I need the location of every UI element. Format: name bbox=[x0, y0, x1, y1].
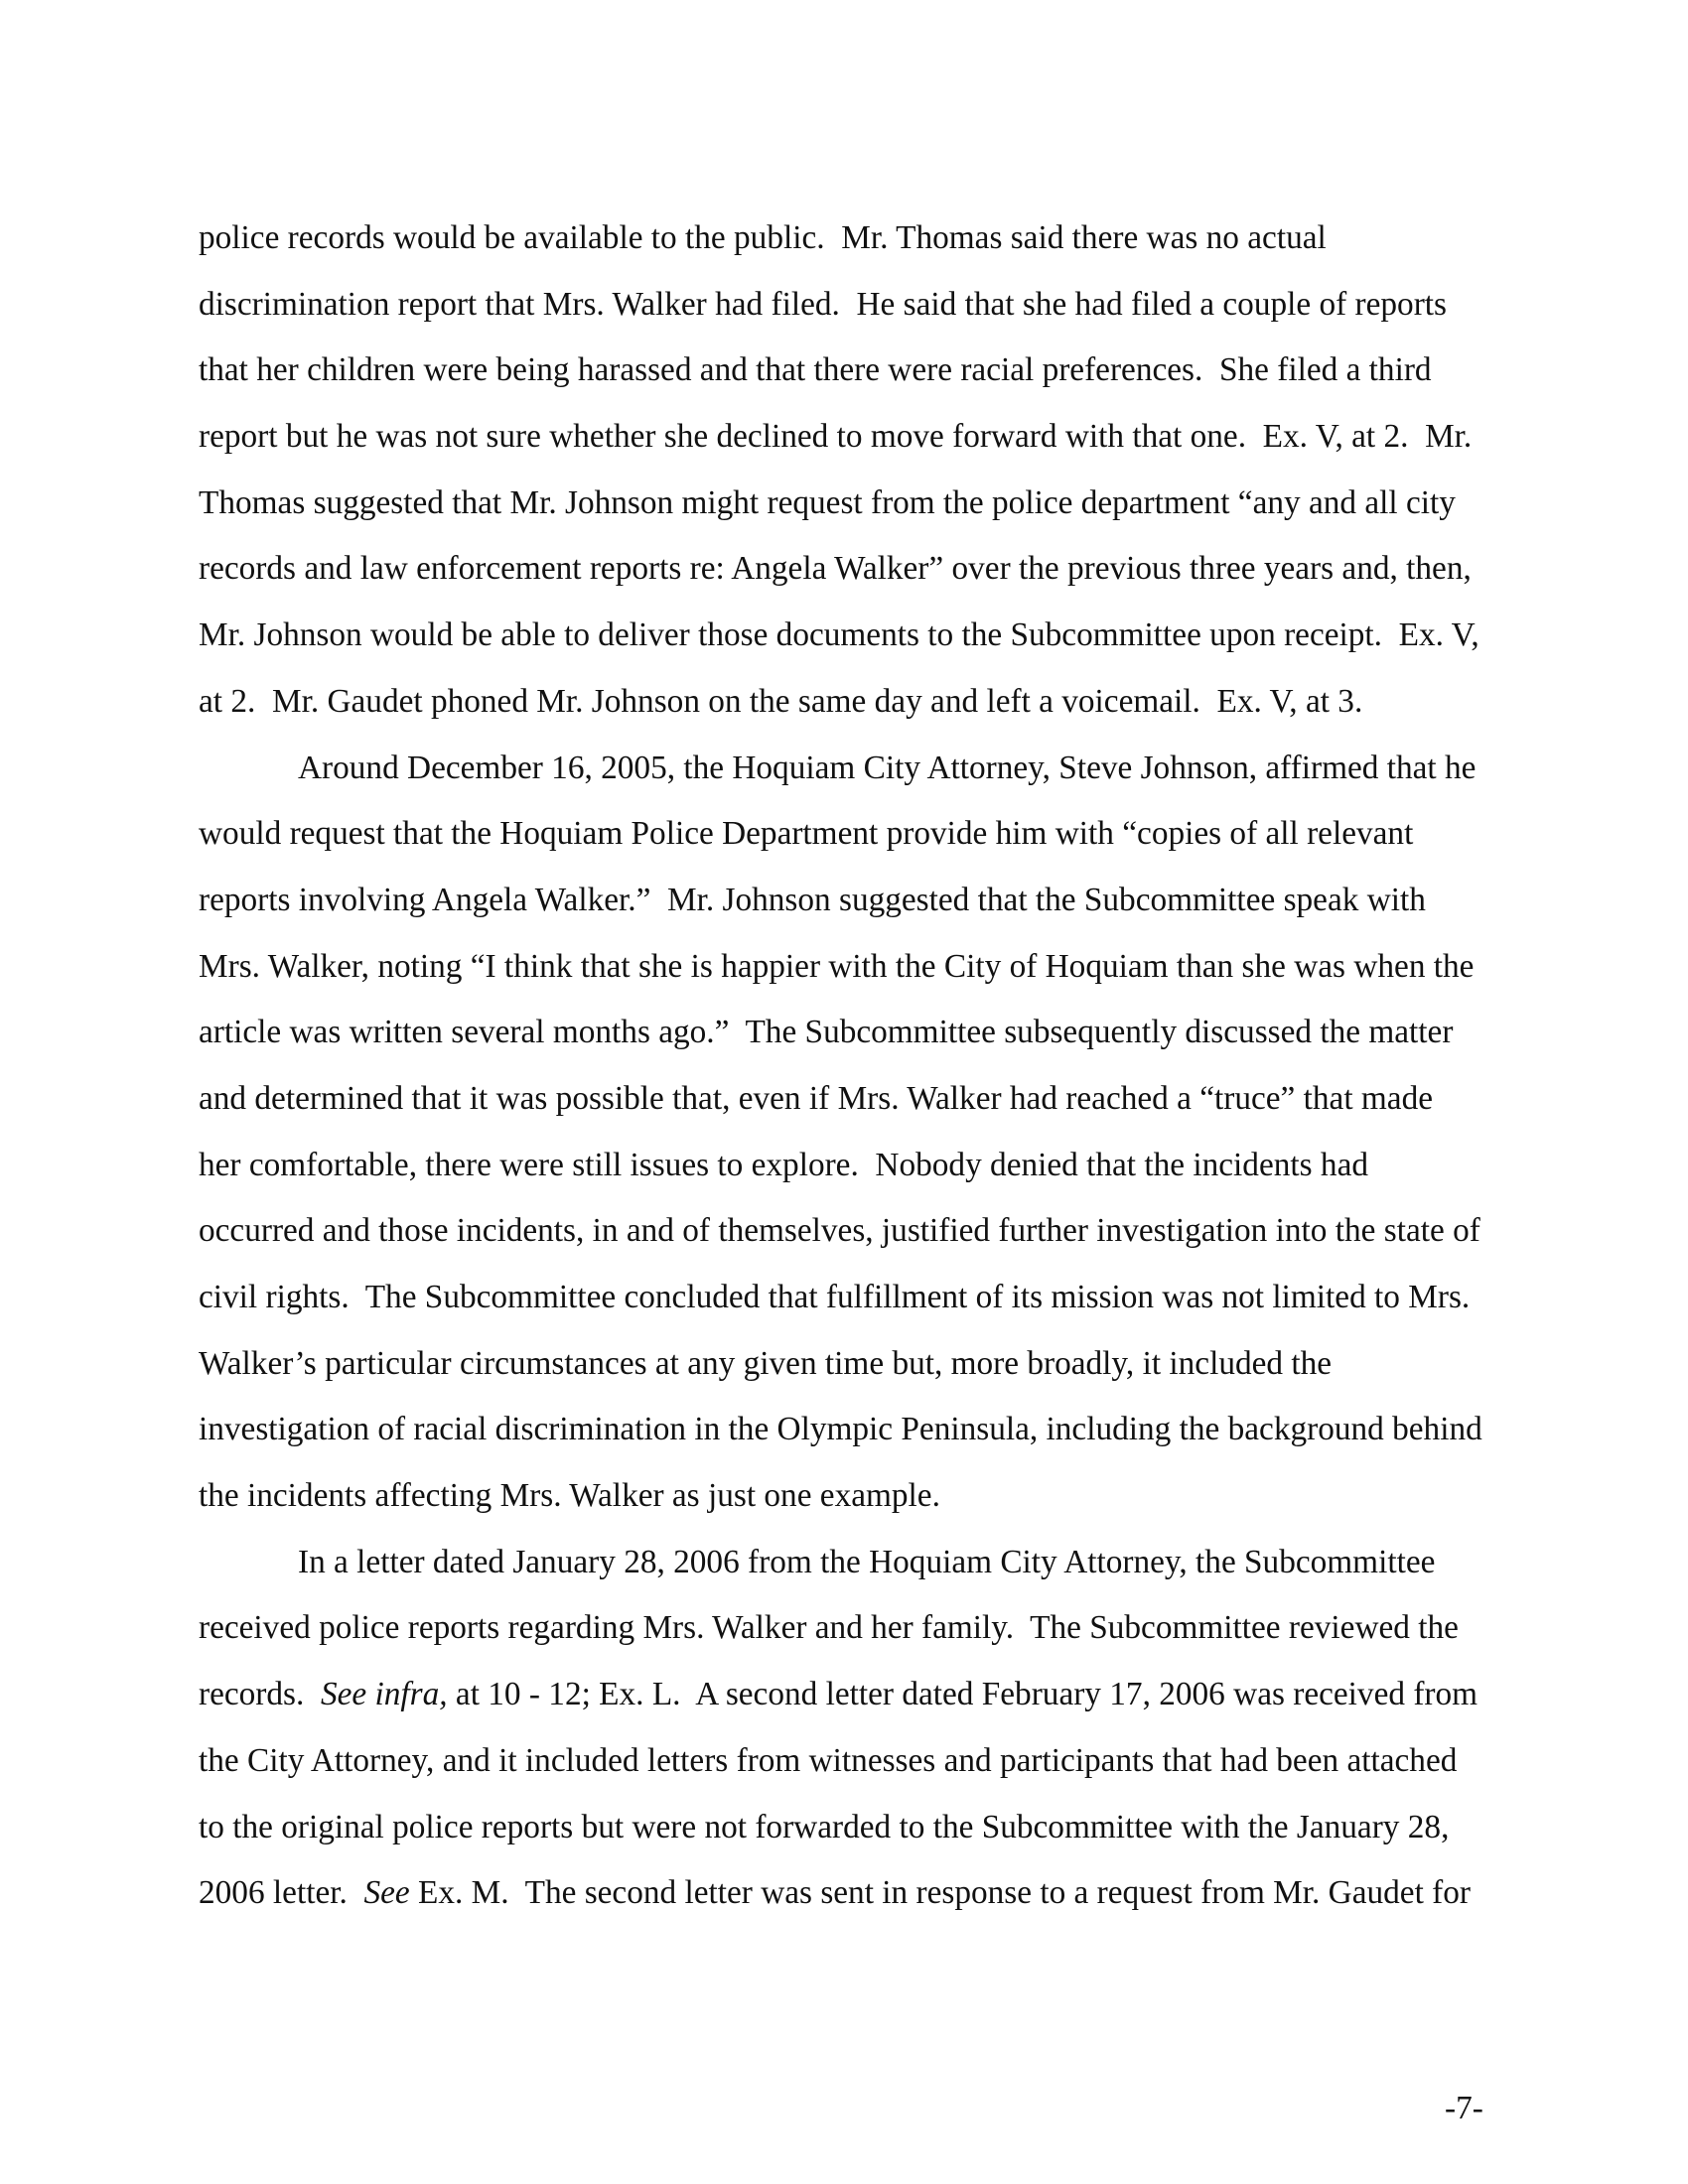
text-segment: Mr. Johnson would be able to deliver those documents to the Subcommittee upon receipt. Ex. V, bbox=[199, 616, 1479, 654]
text-segment: discrimination report that Mrs. Walker had filed. He said that she had filed a couple of reports bbox=[199, 285, 1447, 323]
text-segment: and determined that it was possible that, even if Mrs. Walker had reached a “truce” that made bbox=[199, 1079, 1434, 1117]
text-line bbox=[199, 603, 1509, 669]
text-segment: Mrs. Walker, noting “I think that she is happier with the City of Hoquiam than she was when the bbox=[199, 947, 1475, 985]
text-line bbox=[199, 1265, 1509, 1331]
text-segment: to the original police reports but were not forwarded to the Subcommittee with the January 28, bbox=[199, 1808, 1450, 1845]
text-line bbox=[199, 471, 1509, 537]
page-number: -7- bbox=[1445, 2090, 1483, 2126]
text-segment: Ex. M. The second letter was sent in response to a request from Mr. Gaudet for bbox=[409, 1874, 1471, 1912]
text-segment: at 10 - 12; Ex. L. A second letter dated February 17, 2006 was received from bbox=[447, 1676, 1478, 1713]
text-line bbox=[199, 1331, 1509, 1398]
paragraph bbox=[199, 1530, 1509, 1927]
text-segment: civil rights. The Subcommittee concluded that fulfillment of its mission was not limited to Mrs. bbox=[199, 1279, 1471, 1315]
text-segment: would request that the Hoquiam Police Department provide him with “copies of all relevant bbox=[199, 815, 1414, 853]
text-segment: Walker’s particular circumstances at any given time but, more broadly, it included the bbox=[199, 1344, 1333, 1382]
paragraph bbox=[199, 736, 1509, 1530]
text-line bbox=[199, 1860, 1509, 1927]
text-line bbox=[199, 868, 1509, 934]
text-line bbox=[199, 272, 1509, 339]
text-segment: that her children were being harassed and that there were racial preferences. She filed a third bbox=[199, 351, 1432, 389]
text-line bbox=[199, 934, 1509, 1001]
text-segment: the incidents affecting Mrs. Walker as just one example. bbox=[199, 1477, 940, 1515]
text-line bbox=[199, 801, 1509, 868]
text-segment: police records would be available to the public. Mr. Thomas said there was no actual bbox=[199, 219, 1327, 256]
text-line bbox=[199, 669, 1509, 736]
text-line bbox=[199, 1595, 1509, 1662]
text-line bbox=[199, 1530, 1509, 1596]
text-line bbox=[199, 736, 1509, 802]
text-line bbox=[199, 338, 1509, 404]
text-line bbox=[199, 1662, 1509, 1728]
text-line bbox=[199, 404, 1509, 471]
italic-citation-signal: See infra, bbox=[320, 1676, 448, 1713]
text-segment: records. bbox=[199, 1676, 321, 1713]
text-line bbox=[199, 1397, 1509, 1463]
text-segment: reports involving Angela Walker.” Mr. Johnson suggested that the Subcommittee speak with bbox=[199, 881, 1426, 918]
text-segment: her comfortable, there were still issues to explore. Nobody denied that the incidents had bbox=[199, 1146, 1368, 1183]
text-line bbox=[199, 205, 1509, 272]
text-line bbox=[199, 1000, 1509, 1066]
text-segment: Around December 16, 2005, the Hoquiam City Attorney, Steve Johnson, affirmed that he bbox=[298, 749, 1477, 786]
text-line bbox=[199, 1198, 1509, 1265]
text-line bbox=[199, 1066, 1509, 1133]
text-segment: received police reports regarding Mrs. Walker and her family. The Subcommittee reviewed the bbox=[199, 1609, 1459, 1647]
text-segment: investigation of racial discrimination in the Olympic Peninsula, including the background behind bbox=[199, 1411, 1482, 1448]
text-line bbox=[199, 536, 1509, 603]
text-segment: at 2. Mr. Gaudet phoned Mr. Johnson on the same day and left a voicemail. Ex. V, at 3. bbox=[199, 682, 1363, 720]
text-segment: 2006 letter. bbox=[199, 1874, 364, 1912]
text-segment: records and law enforcement reports re: Angela Walker” over the previous three years and, then, bbox=[199, 550, 1472, 588]
text-segment: article was written several months ago.” The Subcommittee subsequently discussed the matter bbox=[199, 1014, 1454, 1051]
paragraph bbox=[199, 205, 1509, 736]
text-line bbox=[199, 1133, 1509, 1199]
text-segment: Thomas suggested that Mr. Johnson might request from the police department “any and all city bbox=[199, 483, 1456, 521]
text-segment: the City Attorney, and it included letters from witnesses and participants that had been attached bbox=[199, 1741, 1458, 1779]
text-line bbox=[199, 1463, 1509, 1530]
text-line bbox=[199, 1728, 1509, 1795]
text-segment: occurred and those incidents, in and of themselves, justified further investigation into the state of bbox=[199, 1212, 1480, 1250]
text-line bbox=[199, 1795, 1509, 1861]
italic-citation-signal: See bbox=[363, 1874, 410, 1912]
text-segment: In a letter dated January 28, 2006 from the Hoquiam City Attorney, the Subcommittee bbox=[298, 1543, 1436, 1580]
text-segment: report but he was not sure whether she declined to move forward with that one. Ex. V, at 2. Mr. bbox=[199, 418, 1473, 456]
body-text bbox=[199, 205, 1509, 1927]
